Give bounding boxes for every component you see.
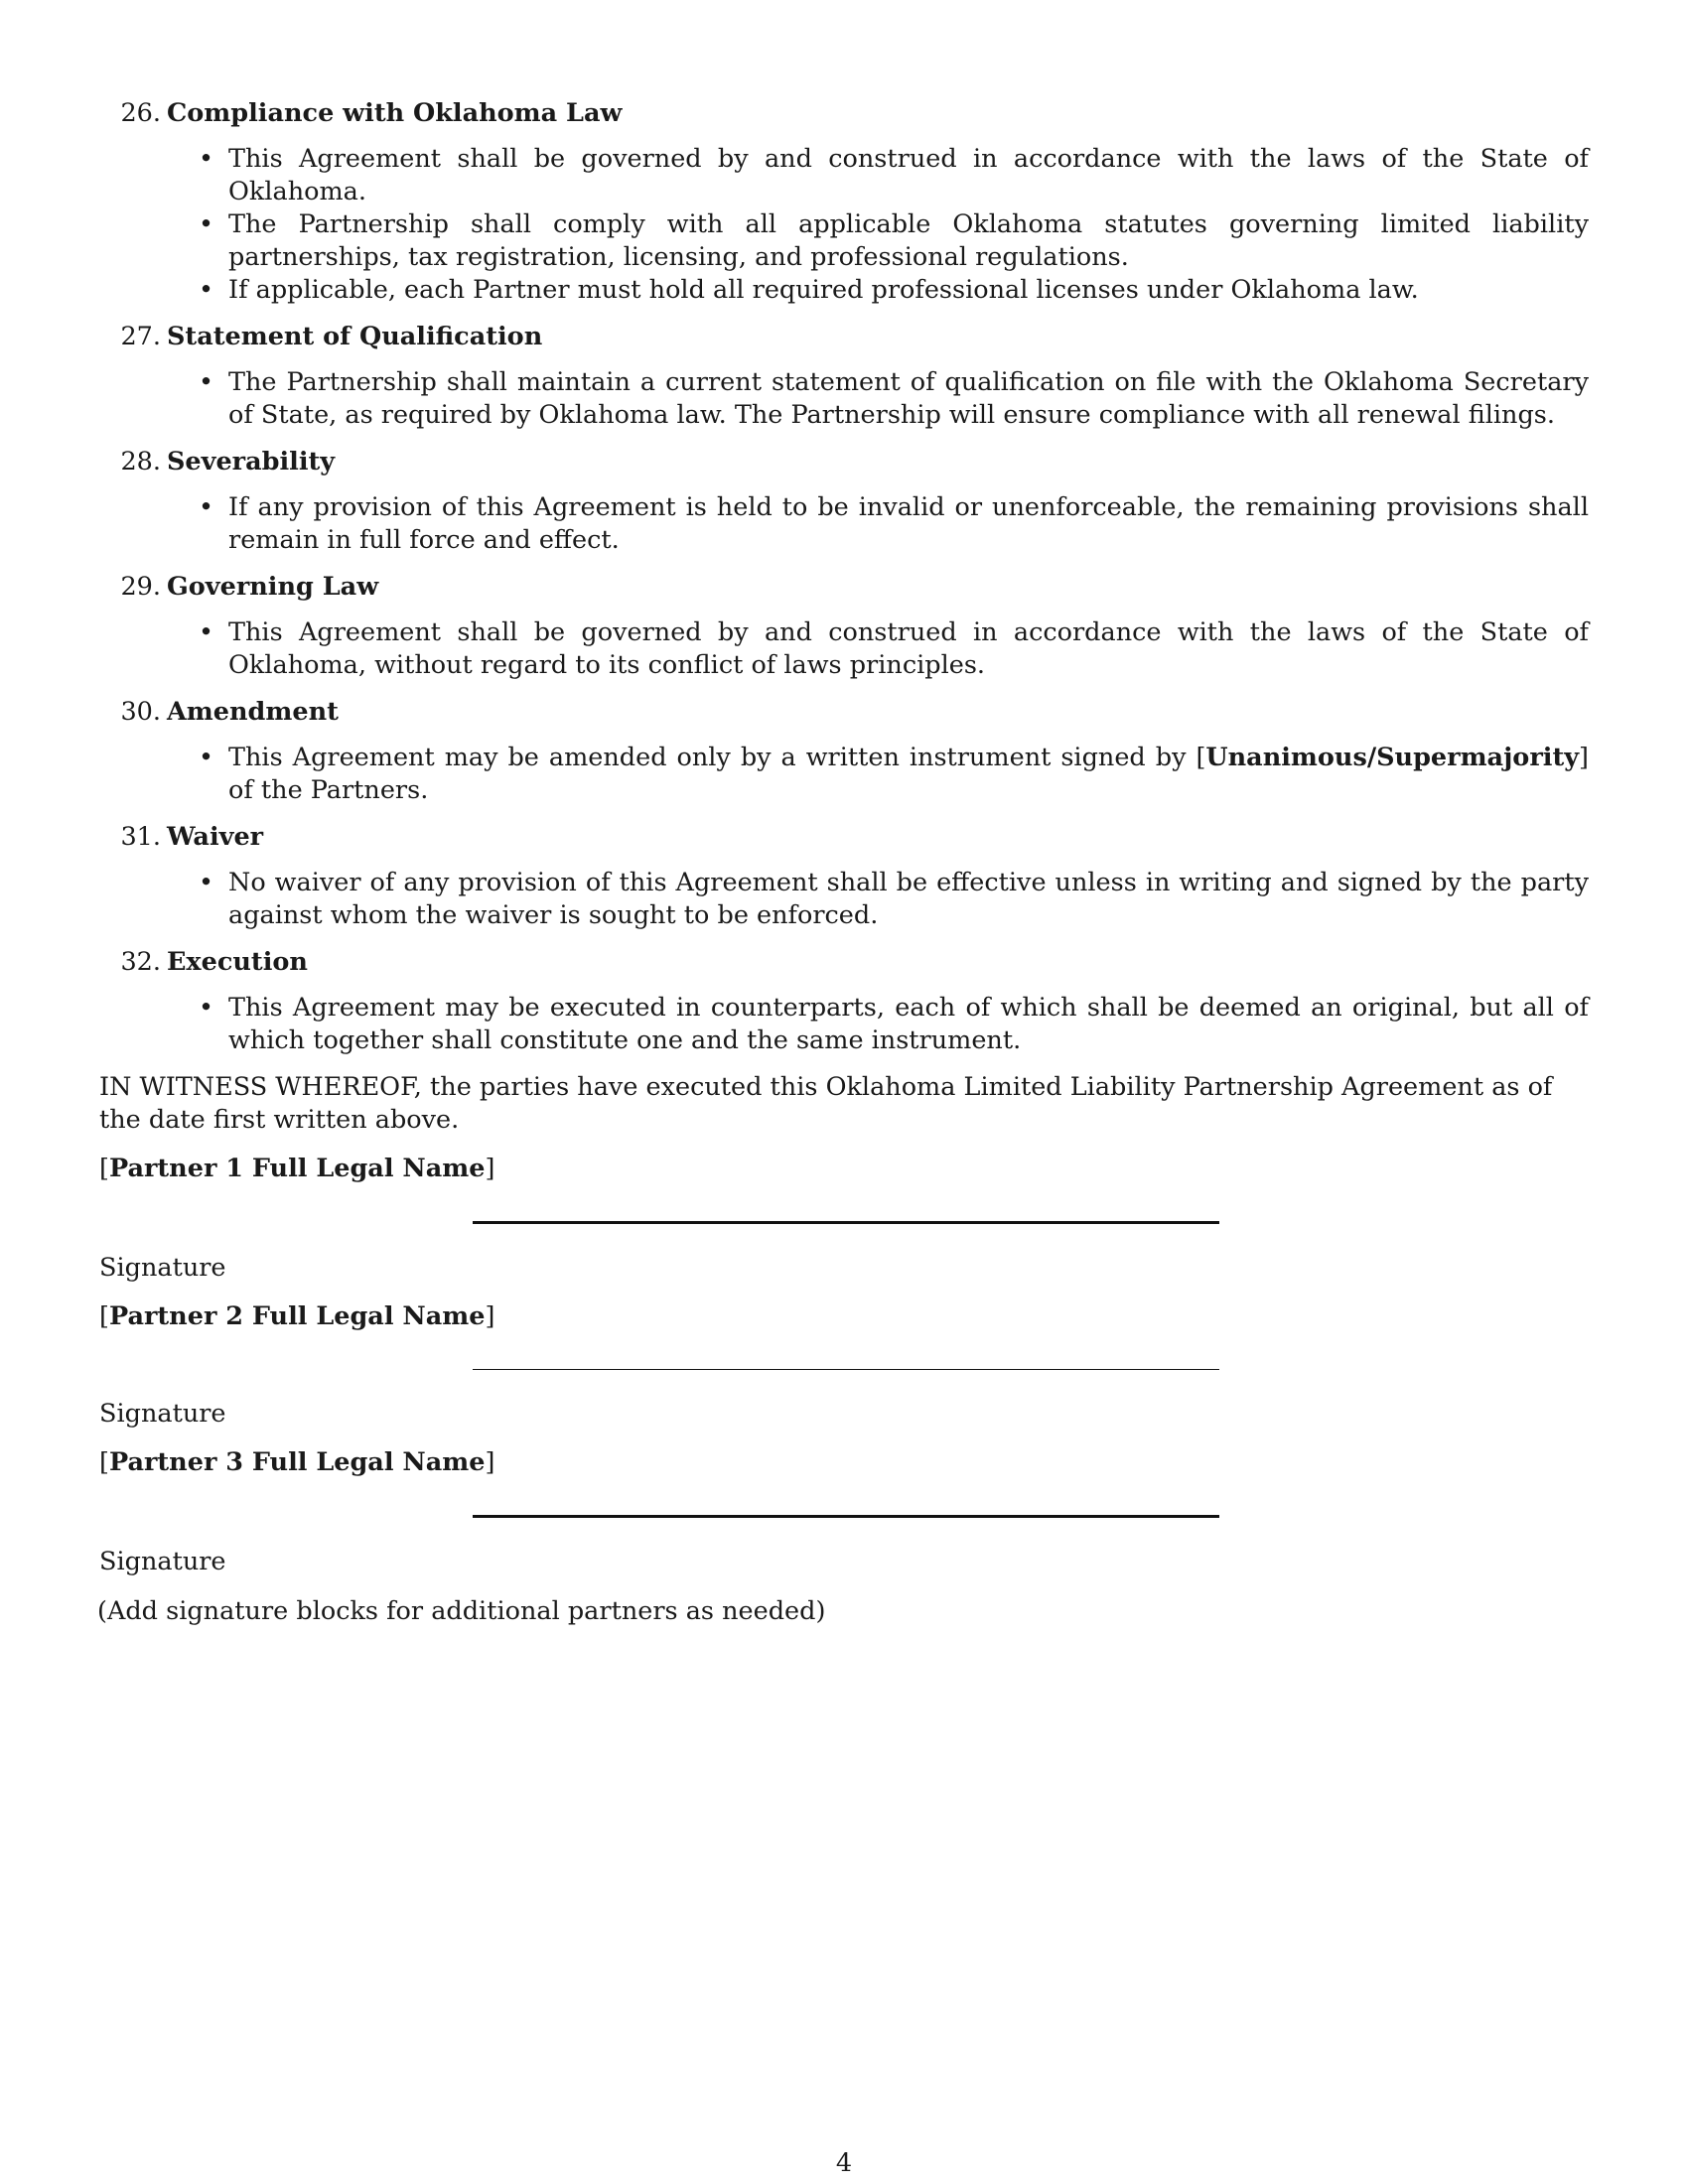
bullet-item: • The Partnership shall comply with all applicable Oklahoma statutes governing limited liability partnerships, tax registration, licensing, and professional regulations.	[228, 208, 1589, 274]
section-30	[99, 696, 1589, 807]
section-title: Compliance with Oklahoma Law	[167, 98, 623, 128]
bullet-item: • This Agreement shall be governed by and construed in accordance with the laws of the State of Oklahoma.	[228, 143, 1589, 208]
section-number: 30.	[120, 697, 161, 727]
section-number: 28.	[120, 447, 161, 477]
section-27	[99, 321, 1589, 432]
section-heading	[99, 946, 1589, 982]
bullet-list	[99, 742, 1589, 807]
section-number: 26.	[120, 98, 161, 128]
bullet-item	[228, 742, 1589, 807]
section-title: Statement of Qualification	[167, 322, 543, 351]
partner-2-name: [Partner 2 Full Legal Name]	[99, 1301, 495, 1331]
section-heading	[99, 571, 1589, 607]
section-title: Amendment	[167, 697, 339, 727]
placeholder-voting-threshold: Unanimous/Supermajority	[1205, 743, 1580, 772]
witness-clause: IN WITNESS WHEREOF, the parties have executed this Oklahoma Limited Liability Partnership Agreement as of the date first written above.	[99, 1072, 1553, 1135]
section-heading	[99, 446, 1589, 481]
section-heading	[99, 696, 1589, 732]
section-32	[99, 946, 1589, 1057]
section-26	[99, 97, 1589, 307]
section-heading	[99, 97, 1589, 133]
section-number: 32.	[120, 947, 161, 977]
signature-label: Signature	[99, 1547, 226, 1576]
bullet-item: • This Agreement may be executed in counterparts, each of which shall be deemed an original, but all of which together shall constitute one and the same instrument.	[228, 992, 1589, 1057]
bullet-item: • If any provision of this Agreement is held to be invalid or unenforceable, the remaining provisions shall remain in full force and effect.	[228, 491, 1589, 557]
signature-line[interactable]	[473, 1221, 1219, 1224]
bullet-list	[99, 992, 1589, 1057]
bullet-item: • This Agreement shall be governed by and construed in accordance with the laws of the State of Oklahoma, without regard to its conflict of laws principles.	[228, 616, 1589, 682]
bullet-item: • If applicable, each Partner must hold all required professional licenses under Oklahoma law.	[228, 274, 1589, 307]
partner-3-name: [Partner 3 Full Legal Name]	[99, 1447, 495, 1477]
section-heading	[99, 321, 1589, 356]
section-title: Execution	[167, 947, 308, 977]
bullet-item: • No waiver of any provision of this Agreement shall be effective unless in writing and signed by the party against whom the waiver is sought to be enforced.	[228, 867, 1589, 932]
signature-line[interactable]	[473, 1515, 1219, 1518]
section-number: 31.	[120, 822, 161, 852]
additional-partners-note: (Add signature blocks for additional partners as needed)	[97, 1596, 826, 1626]
section-title: Waiver	[167, 822, 264, 852]
bullet-text: This Agreement may be amended only by a written instrument signed by [	[228, 743, 1206, 772]
section-number: 29.	[120, 572, 161, 602]
bullet-list	[99, 867, 1589, 932]
section-title: Governing Law	[167, 572, 379, 602]
section-28	[99, 446, 1589, 557]
partner-1-name: [Partner 1 Full Legal Name]	[99, 1154, 495, 1183]
bullet-list	[99, 616, 1589, 682]
section-title: Severability	[167, 447, 336, 477]
signature-line[interactable]	[473, 1369, 1219, 1370]
section-number: 27.	[120, 322, 161, 351]
bullet-list	[99, 143, 1589, 307]
bullet-text: ] of the Partners.	[228, 743, 1589, 805]
section-29	[99, 571, 1589, 682]
signature-label: Signature	[99, 1253, 226, 1283]
bullet-item: • The Partnership shall maintain a current statement of qualification on file with the Oklahoma Secretary of State, as required by Oklahoma law. The Partnership will ensure compliance with all renewal filings.	[228, 366, 1589, 432]
section-heading	[99, 821, 1589, 857]
bullet-list	[99, 366, 1589, 432]
page-number: 4	[835, 2148, 853, 2178]
section-31	[99, 821, 1589, 932]
document-page	[99, 97, 1589, 1628]
bullet-list	[99, 491, 1589, 557]
signature-label: Signature	[99, 1399, 226, 1429]
